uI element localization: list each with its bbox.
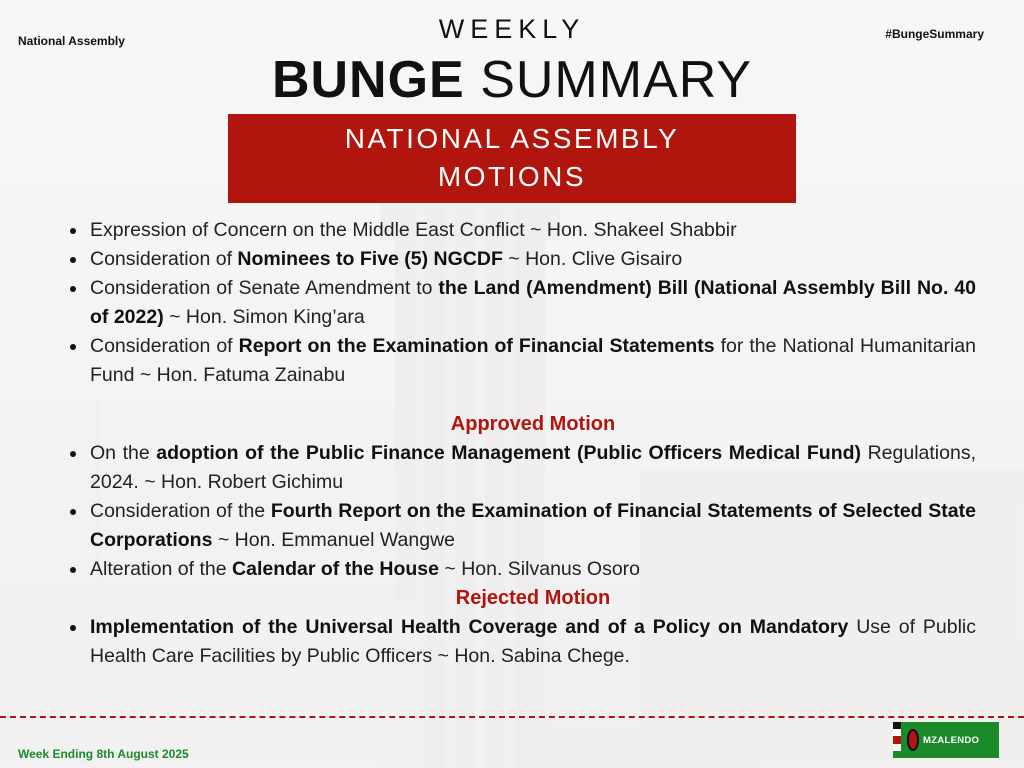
motion-item — [60, 613, 976, 671]
rejected-list — [60, 613, 976, 671]
banner-line-2: MOTIONS — [437, 161, 587, 192]
motion-text: Alteration of the — [90, 558, 233, 580]
motion-item — [60, 274, 976, 332]
page-title — [0, 50, 1024, 110]
mzalendo-logo — [893, 722, 999, 758]
motion-text: Consideration of Senate Amendment to — [90, 277, 439, 299]
motion-text: ~ Hon. Silvanus Osoro — [438, 558, 641, 580]
motion-item — [60, 216, 976, 245]
motion-bold-text: Report on the Examination of Financial Statements — [238, 335, 715, 357]
motion-bold-text: Nominees to Five (5) NGCDF — [237, 248, 503, 270]
motion-text: Regulations, 2024. ~ Hon. Robert Gichimu — [90, 442, 976, 493]
approved-heading: Approved Motion — [450, 413, 616, 435]
motion-bold-text: Calendar of the House — [232, 558, 439, 580]
motions-content — [60, 216, 976, 671]
motion-text: Consideration of the — [90, 500, 271, 522]
motions-list — [60, 216, 976, 390]
section-banner — [228, 114, 796, 203]
motion-item — [60, 439, 976, 497]
motion-text: Consideration of — [90, 248, 238, 270]
rejected-heading: Rejected Motion — [455, 587, 611, 609]
hashtag: #BungeSummary — [885, 27, 984, 41]
motion-bold-text: the Land (Amendment) Bill (National Assembly Bill No. 40 of 2022) — [90, 277, 976, 328]
shield-icon — [907, 729, 919, 751]
motion-bold-text: Fourth Report on the Examination of Financial Statements of Selected State Corporations — [90, 500, 976, 551]
motion-item — [60, 497, 976, 555]
motion-text: ~ Hon. Simon King’ara — [163, 306, 365, 328]
logo-text: MZALENDO — [923, 734, 980, 746]
dashed-divider — [0, 716, 1024, 718]
approved-list — [60, 439, 976, 584]
motion-text: ~ Hon. Clive Gisairo — [502, 248, 683, 270]
motion-item — [60, 555, 976, 584]
logo-box — [901, 722, 999, 758]
title-rest: SUMMARY — [480, 51, 753, 109]
weekly-label: WEEKLY — [438, 14, 586, 44]
title-bold: BUNGE — [271, 51, 465, 109]
motion-text: On the — [90, 442, 157, 464]
motion-bold-text: Implementation of the Universal Health Coverage and of a Policy on Mandatory — [90, 616, 849, 638]
motion-item — [60, 245, 976, 274]
motion-text: Use of Public Health Care Facilities by Public Officers ~ Hon. Sabina Chege. — [90, 616, 976, 667]
motion-text: ~ Hon. Emmanuel Wangwe — [212, 529, 456, 551]
motion-text: for the National Humanitarian Fund ~ Hon. Fatuma Zainabu — [90, 335, 976, 386]
motion-item — [60, 332, 976, 390]
kenya-flag-icon — [893, 722, 901, 758]
week-ending: Week Ending 8th August 2025 — [18, 747, 189, 761]
motion-text: Consideration of — [90, 335, 239, 357]
org-label: National Assembly — [18, 34, 125, 48]
motion-text: Expression of Concern on the Middle East Conflict ~ Hon. Shakeel Shabbir — [90, 219, 737, 241]
motion-bold-text: adoption of the Public Finance Management (Public Officers Medical Fund) — [156, 442, 862, 464]
banner-line-1: NATIONAL ASSEMBLY — [344, 123, 680, 154]
